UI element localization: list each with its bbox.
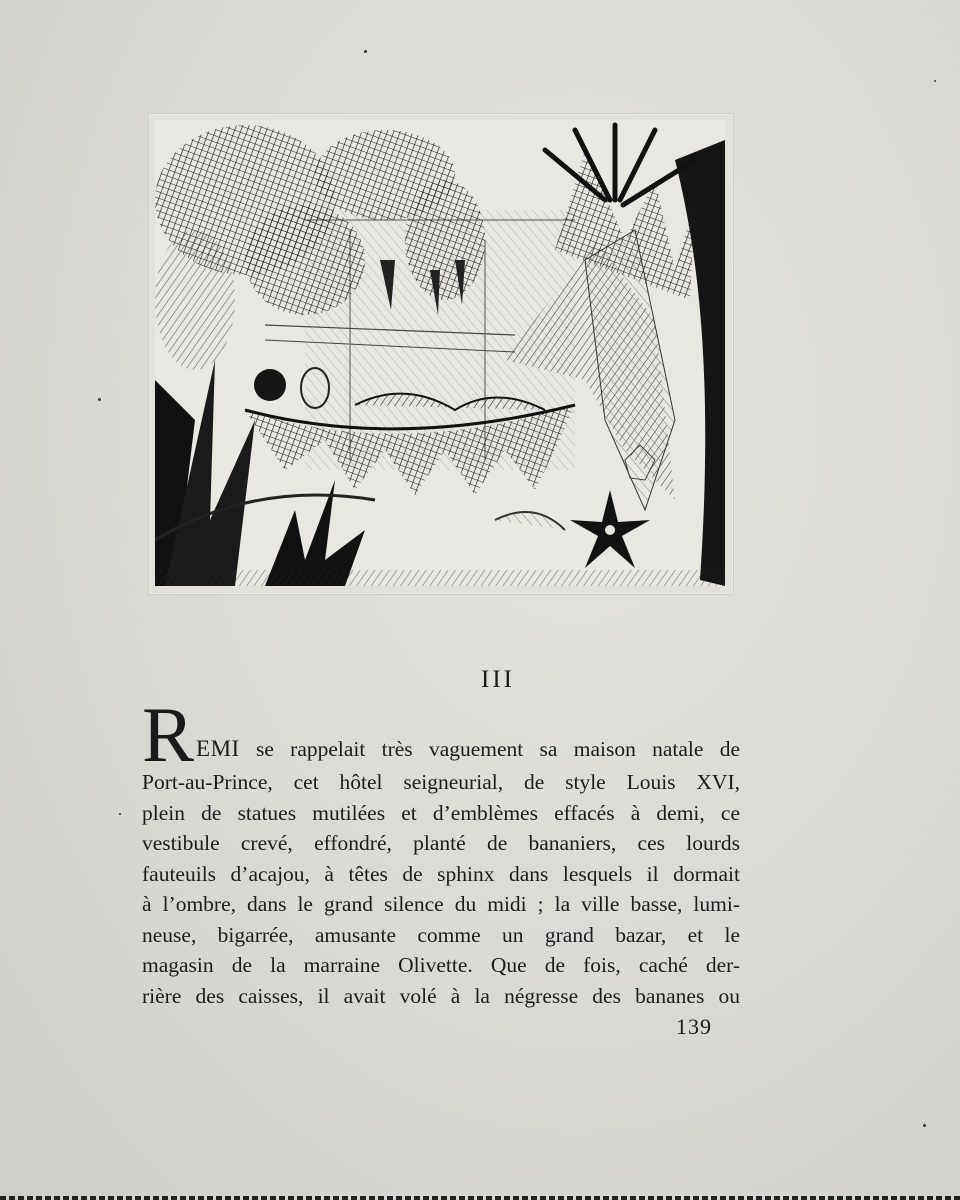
drop-cap: R <box>142 691 195 778</box>
hammock-scene-icon <box>155 120 725 586</box>
first-line-text <box>196 734 740 768</box>
text-line: rière des caisses, il avait volé à la négresse des bananes ou <box>142 983 740 1008</box>
ink-speck <box>98 398 101 401</box>
text-line: plein de statues mutilées et d’emblèmes effacés à demi, ce <box>142 800 740 825</box>
text-line: vestibule crevé, effondré, planté de bananiers, ces lourds <box>142 831 740 855</box>
text-line: Port-au-Prince, cet hôtel seigneurial, de style Louis XVI, <box>142 770 740 794</box>
first-word-smallcaps: EMI <box>196 735 240 761</box>
ink-speck <box>923 1124 926 1127</box>
text-line: neuse, bigarrée, amusante comme un grand bazar, et le <box>142 922 740 947</box>
etching-illustration <box>155 120 725 586</box>
page-number: 139 <box>676 1014 712 1039</box>
ink-speck <box>364 50 367 53</box>
chapter-heading: III <box>481 666 515 693</box>
first-line-rest: se rappelait très vaguement sa maison natale de <box>239 736 740 761</box>
plate-mark <box>148 113 734 595</box>
first-line <box>142 691 740 778</box>
text-line: à l’ombre, dans le grand silence du midi ; la ville basse, lumi- <box>142 892 740 916</box>
body-text <box>142 691 740 1011</box>
text-line: magasin de la marraine Olivette. Que de fois, caché der- <box>142 953 740 977</box>
ink-speck <box>119 813 121 815</box>
ink-speck <box>934 80 936 82</box>
text-line: fauteuils d’acajou, à têtes de sphinx dans lesquels il dormait <box>142 861 740 886</box>
